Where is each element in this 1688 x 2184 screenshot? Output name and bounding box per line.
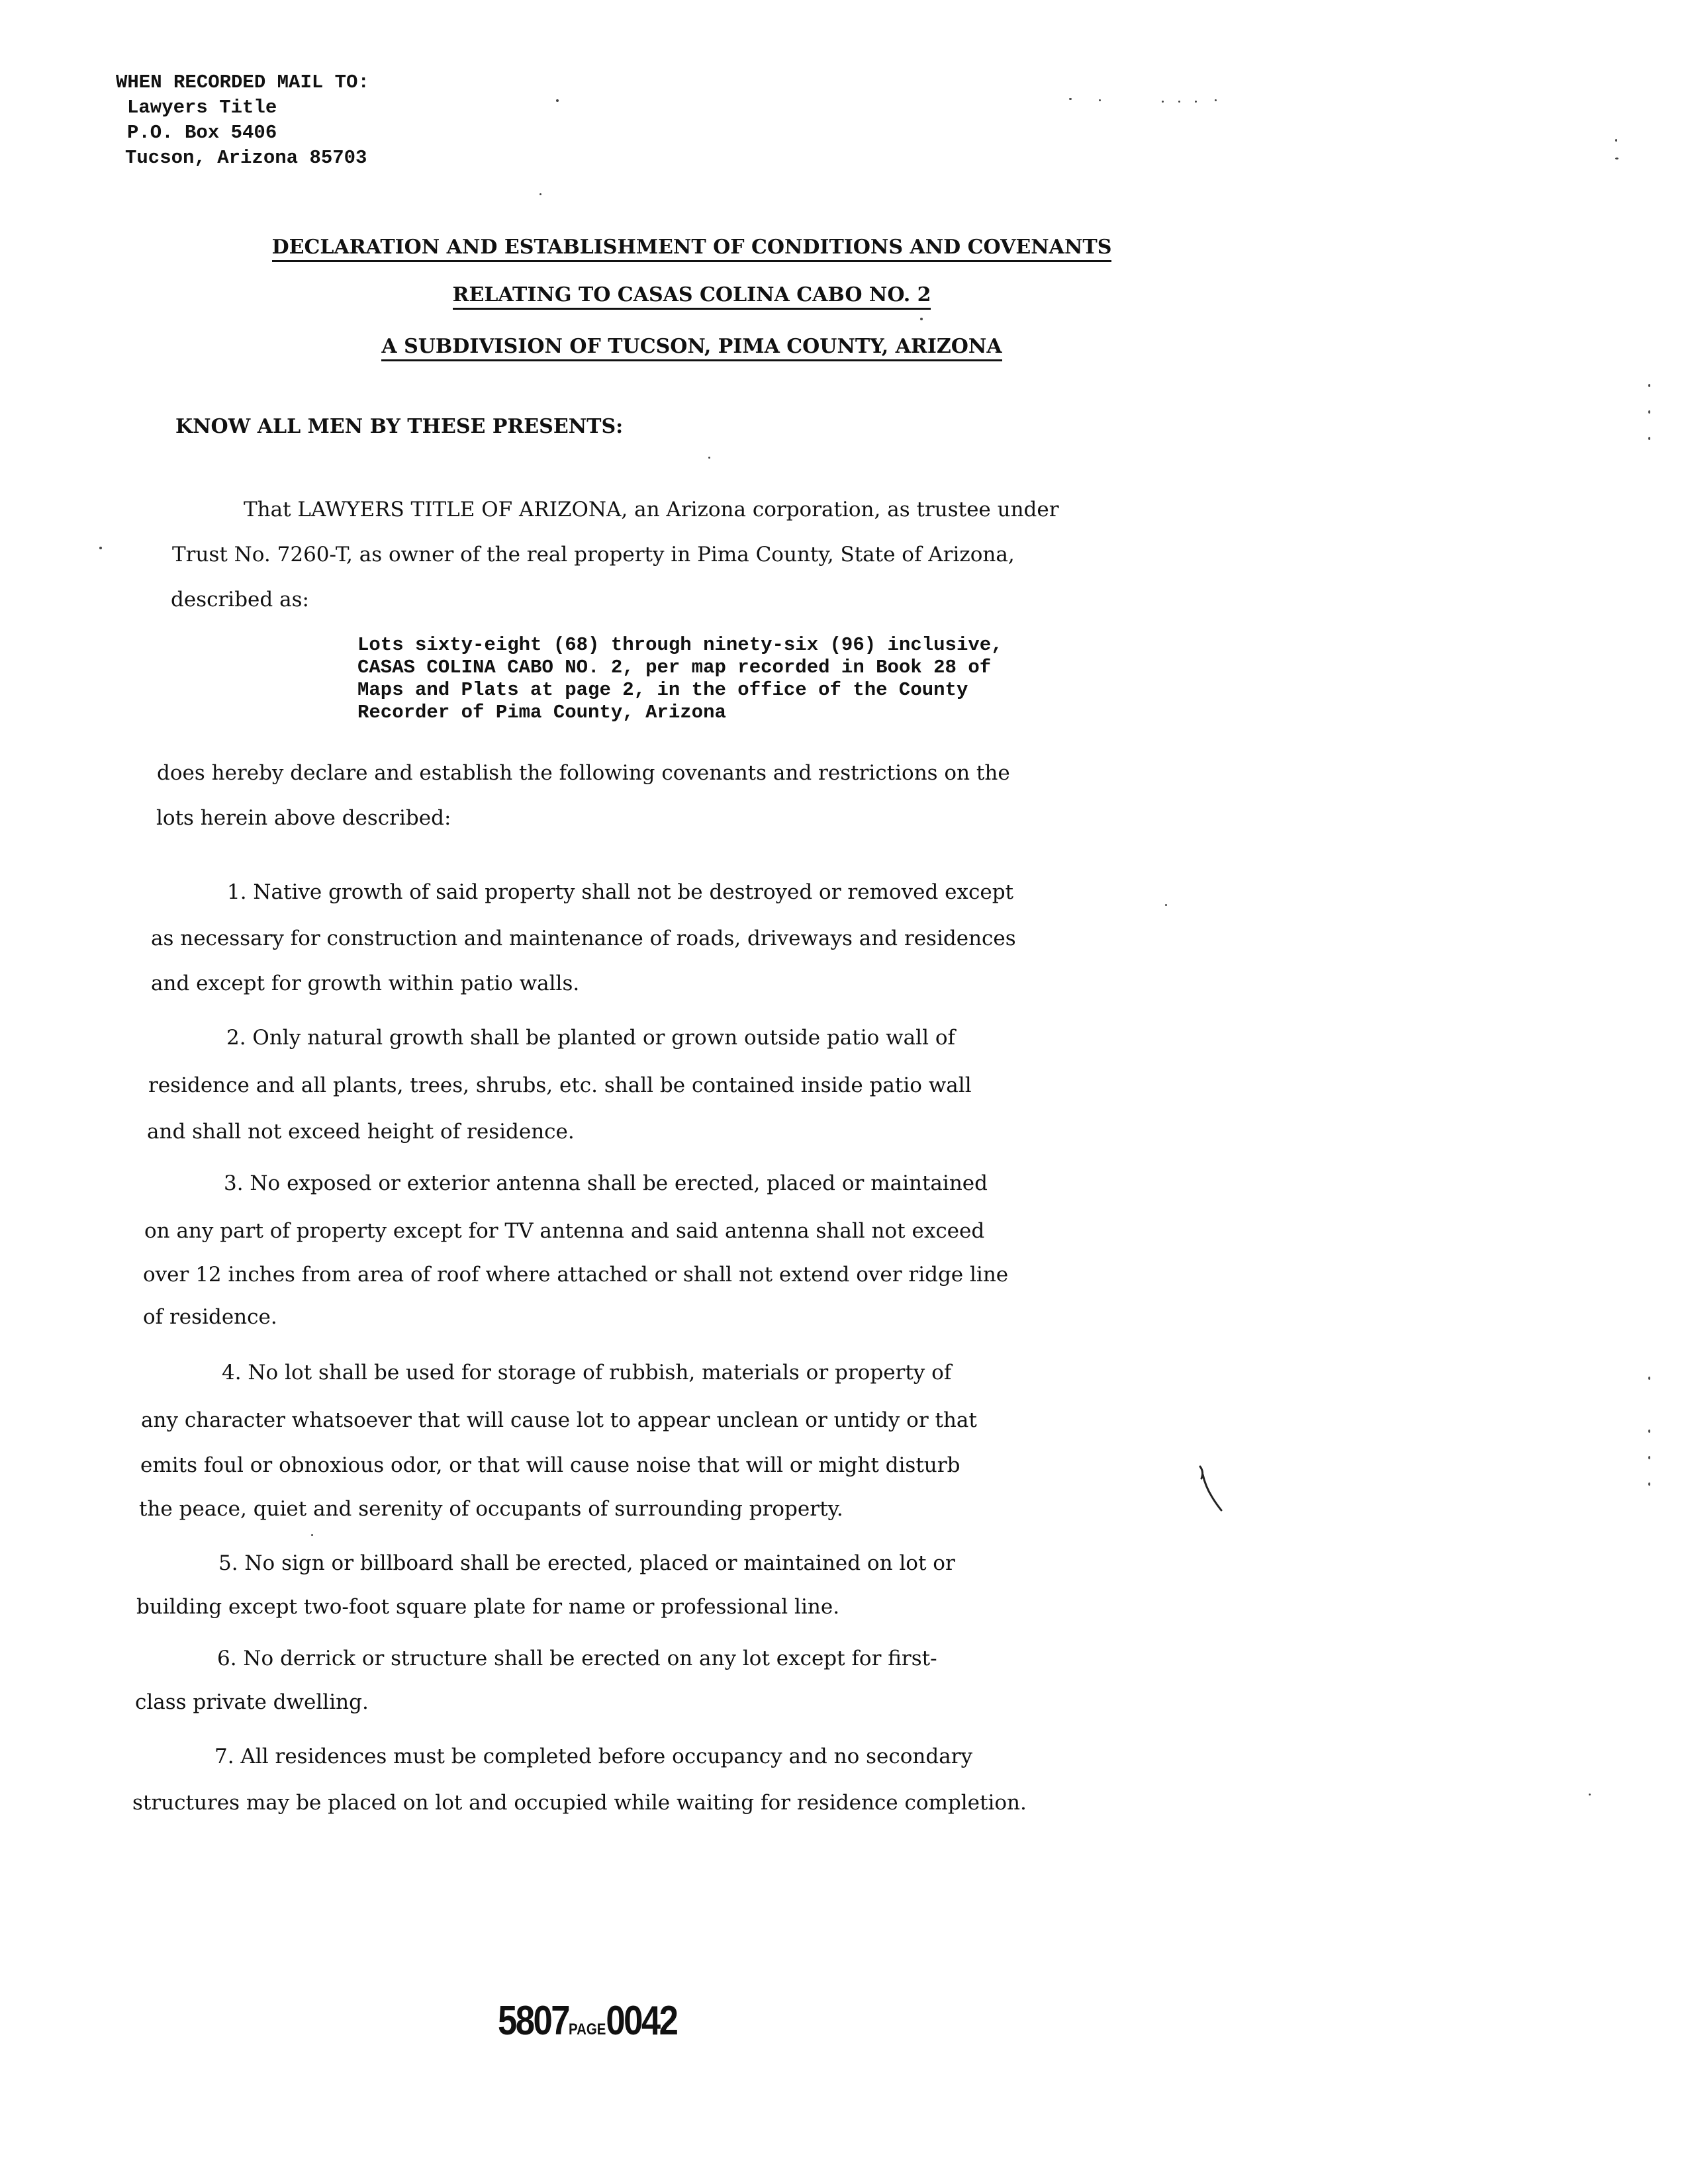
- covenant-line: class private dwelling.: [135, 1690, 369, 1714]
- covenant-line: the peace, quiet and serenity of occupants of surrounding property.: [139, 1497, 843, 1521]
- return-address: [116, 70, 369, 171]
- return-address-heading: WHEN RECORDED MAIL TO:: [116, 71, 369, 93]
- scan-speck: [1069, 98, 1072, 100]
- covenant-line: 3. No exposed or exterior antenna shall be erected, placed or maintained: [224, 1171, 988, 1195]
- scan-speck: [1648, 1377, 1650, 1380]
- scan-speck: [1615, 158, 1618, 159]
- page-label: PAGE: [569, 2021, 606, 2038]
- scan-speck: [1648, 437, 1650, 440]
- legal-description: [357, 634, 1003, 724]
- salutation: KNOW ALL MEN BY THESE PRESENTS:: [175, 415, 624, 438]
- covenant-line: 6. No derrick or structure shall be erected on any lot except for first-: [217, 1647, 937, 1670]
- covenant-line: 5. No sign or billboard shall be erected, placed or maintained on lot or: [218, 1551, 955, 1575]
- covenant-line: emits foul or obnoxious odor, or that will cause noise that will or might disturb: [140, 1453, 961, 1477]
- legal-description-line: Maps and Plats at page 2, in the office of the County: [357, 679, 968, 701]
- covenant-line: 1. Native growth of said property shall not be destroyed or removed except: [227, 880, 1013, 904]
- return-address-line: Tucson, Arizona 85703: [125, 147, 367, 169]
- covenant-line: of residence.: [143, 1305, 277, 1329]
- document-title-line: A SUBDIVISION OF TUCSON, PIMA COUNTY, ARIZONA: [0, 335, 1383, 358]
- scan-speck: [1615, 139, 1617, 142]
- pen-mark: [1195, 1463, 1228, 1516]
- return-address-line: Lawyers Title: [127, 97, 277, 118]
- covenant-line: and shall not exceed height of residence.: [147, 1120, 575, 1144]
- book-number: 5807: [498, 1998, 569, 2044]
- declaration-line: does hereby declare and establish the following covenants and restrictions on the: [157, 761, 1010, 785]
- scan-speck: [1648, 1456, 1650, 1459]
- intro-line: That LAWYERS TITLE OF ARIZONA, an Arizona corporation, as trustee under: [244, 498, 1059, 522]
- covenant-line: 7. All residences must be completed before occupancy and no secondary: [214, 1745, 973, 1768]
- legal-description-line: Recorder of Pima County, Arizona: [357, 702, 726, 723]
- scan-speck: [1165, 904, 1167, 906]
- scan-speck: [99, 547, 102, 549]
- scan-speck: [1178, 101, 1180, 103]
- scan-speck: [539, 193, 541, 195]
- scan-speck: [1162, 101, 1164, 103]
- covenant-line: building except two-foot square plate for name or professional line.: [136, 1595, 840, 1619]
- covenant-line: on any part of property except for TV antenna and said antenna shall not exceed: [144, 1219, 985, 1243]
- scan-speck: [556, 99, 559, 102]
- document-title-line: DECLARATION AND ESTABLISHMENT OF CONDITIONS AND COVENANTS: [0, 236, 1383, 259]
- legal-description-line: Lots sixty-eight (68) through ninety-six (96) inclusive,: [357, 634, 1003, 656]
- legal-description-line: CASAS COLINA CABO NO. 2, per map recorded in Book 28 of: [357, 657, 992, 678]
- covenant-line: residence and all plants, trees, shrubs, etc. shall be contained inside patio wall: [148, 1073, 972, 1097]
- covenant-line: 4. No lot shall be used for storage of rubbish, materials or property of: [222, 1361, 952, 1385]
- scan-speck: [1589, 1794, 1591, 1796]
- scan-speck: [1215, 99, 1217, 101]
- scan-speck: [1648, 1482, 1650, 1486]
- intro-line: Trust No. 7260-T, as owner of the real property in Pima County, State of Arizona,: [172, 543, 1015, 567]
- covenant-line: any character whatsoever that will cause lot to appear unclean or untidy or that: [141, 1408, 977, 1432]
- scan-speck: [1648, 410, 1650, 414]
- scan-speck: [311, 1534, 313, 1536]
- scan-speck: [708, 457, 710, 459]
- scan-speck: [920, 318, 923, 320]
- scan-speck: [1648, 384, 1650, 387]
- covenant-line: structures may be placed on lot and occupied while waiting for residence completion.: [132, 1791, 1027, 1815]
- covenant-line: 2. Only natural growth shall be planted or grown outside patio wall of: [226, 1026, 955, 1050]
- document-title-line: RELATING TO CASAS COLINA CABO NO. 2: [0, 283, 1383, 306]
- scan-speck: [1099, 99, 1101, 101]
- book-page-stamp: [498, 1997, 677, 2044]
- intro-line: described as:: [171, 588, 309, 612]
- scan-speck: [1648, 1430, 1650, 1433]
- page-number: 0042: [606, 1998, 677, 2044]
- covenant-line: and except for growth within patio walls.: [151, 972, 580, 995]
- declaration-line: lots herein above described:: [156, 806, 451, 830]
- return-address-line: P.O. Box 5406: [127, 122, 277, 144]
- covenant-line: as necessary for construction and maintenance of roads, driveways and residences: [151, 927, 1016, 950]
- covenant-line: over 12 inches from area of roof where attached or shall not extend over ridge line: [143, 1263, 1009, 1287]
- scan-speck: [1195, 101, 1197, 103]
